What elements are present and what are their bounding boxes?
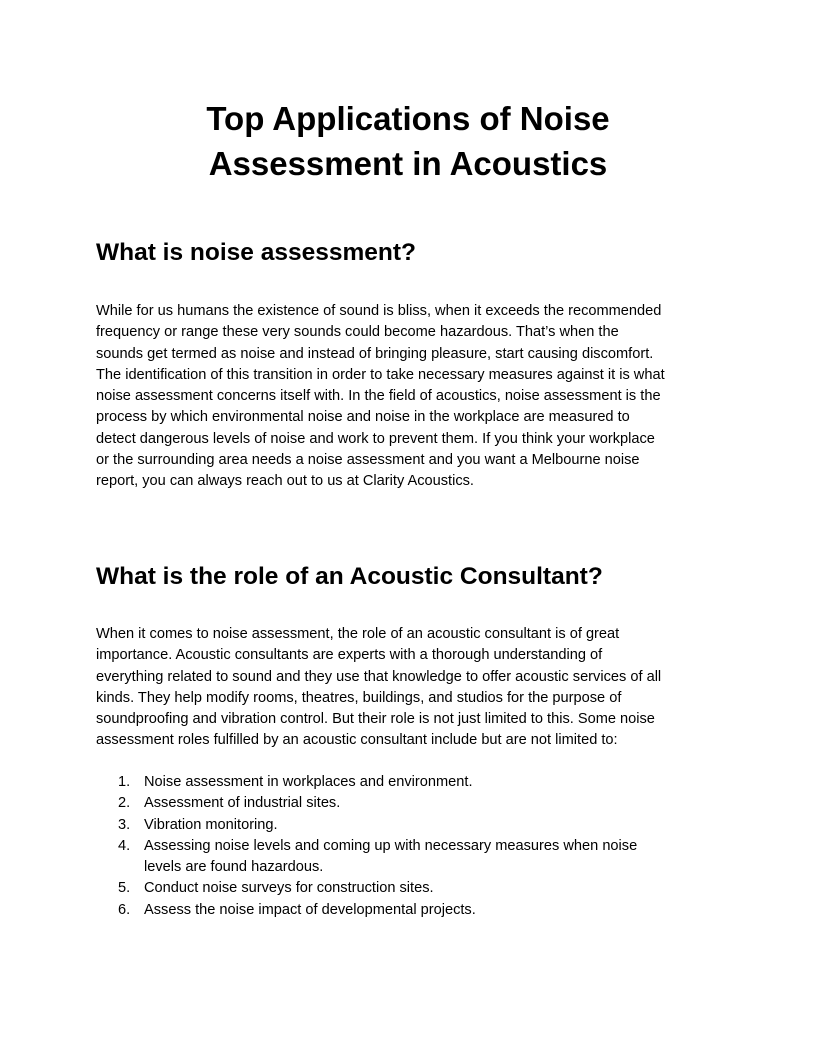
paragraph-line: soundproofing and vibration control. But their role is not just limited to this. Some noise <box>96 711 655 728</box>
section-heading-acoustic-consultant: What is the role of an Acoustic Consultant? <box>96 563 603 590</box>
list-number: 6. <box>118 901 131 918</box>
list-number: 3. <box>118 816 131 833</box>
paragraph-line: or the surrounding area needs a noise assessment and you want a Melbourne noise <box>96 452 640 469</box>
list-item-text: Assessment of industrial sites. <box>144 795 341 812</box>
title-line: Top Applications of Noise <box>206 100 610 137</box>
document-title <box>96 96 720 186</box>
paragraph-line: detect dangerous levels of noise and work to prevent them. If you think your workplace <box>96 430 655 447</box>
paragraph-line: assessment roles fulfilled by an acoustic consultant include but are not limited to: <box>96 732 618 749</box>
paragraph-line: sounds get termed as noise and instead of bringing pleasure, start causing discomfort. <box>96 345 654 362</box>
list-item-text: Conduct noise surveys for construction sites. <box>144 880 434 897</box>
list-number: 5. <box>118 880 131 897</box>
paragraph-line: The identification of this transition in order to take necessary measures against it is what <box>96 366 665 383</box>
paragraph-line: importance. Acoustic consultants are experts with a thorough understanding of <box>96 647 603 664</box>
paragraph-line: process by which environmental noise and noise in the workplace are measured to <box>96 409 630 426</box>
paragraph-line: noise assessment concerns itself with. In the field of acoustics, noise assessment is the <box>96 388 661 405</box>
list-item <box>96 836 720 879</box>
section-heading-noise-assessment: What is noise assessment? <box>96 239 416 266</box>
list-number: 2. <box>118 795 131 812</box>
list-item-text: Vibration monitoring. <box>144 816 278 833</box>
list-item <box>96 772 720 793</box>
list-item-text: Noise assessment in workplaces and environment. <box>144 774 473 790</box>
paragraph-line: kinds. They help modify rooms, theatres, buildings, and studios for the purpose of <box>96 689 622 706</box>
paragraph-acoustic-consultant <box>96 624 661 752</box>
list-item-text: Assess the noise impact of developmental projects. <box>144 901 476 918</box>
paragraph-line: While for us humans the existence of sound is bliss, when it exceeds the recommended <box>96 303 662 319</box>
list-number: 1. <box>118 774 131 790</box>
consultant-roles-list <box>96 772 720 921</box>
list-item <box>96 900 720 921</box>
title-line: Assessment in Acoustics <box>208 145 608 182</box>
list-item <box>96 793 720 814</box>
paragraph-line: When it comes to noise assessment, the role of an acoustic consultant is of great <box>96 626 620 642</box>
list-item <box>96 815 720 836</box>
list-item-text: levels are found hazardous. <box>144 859 324 876</box>
list-item <box>96 878 720 899</box>
paragraph-noise-assessment <box>96 301 665 493</box>
list-item-text: Assessing noise levels and coming up with necessary measures when noise <box>144 837 638 854</box>
paragraph-line: everything related to sound and they use that knowledge to offer acoustic services of all <box>96 668 662 685</box>
paragraph-line: report, you can always reach out to us at Clarity Acoustics. <box>96 473 474 490</box>
list-number: 4. <box>118 837 131 854</box>
paragraph-line: frequency or range these very sounds could become hazardous. That’s when the <box>96 324 619 341</box>
